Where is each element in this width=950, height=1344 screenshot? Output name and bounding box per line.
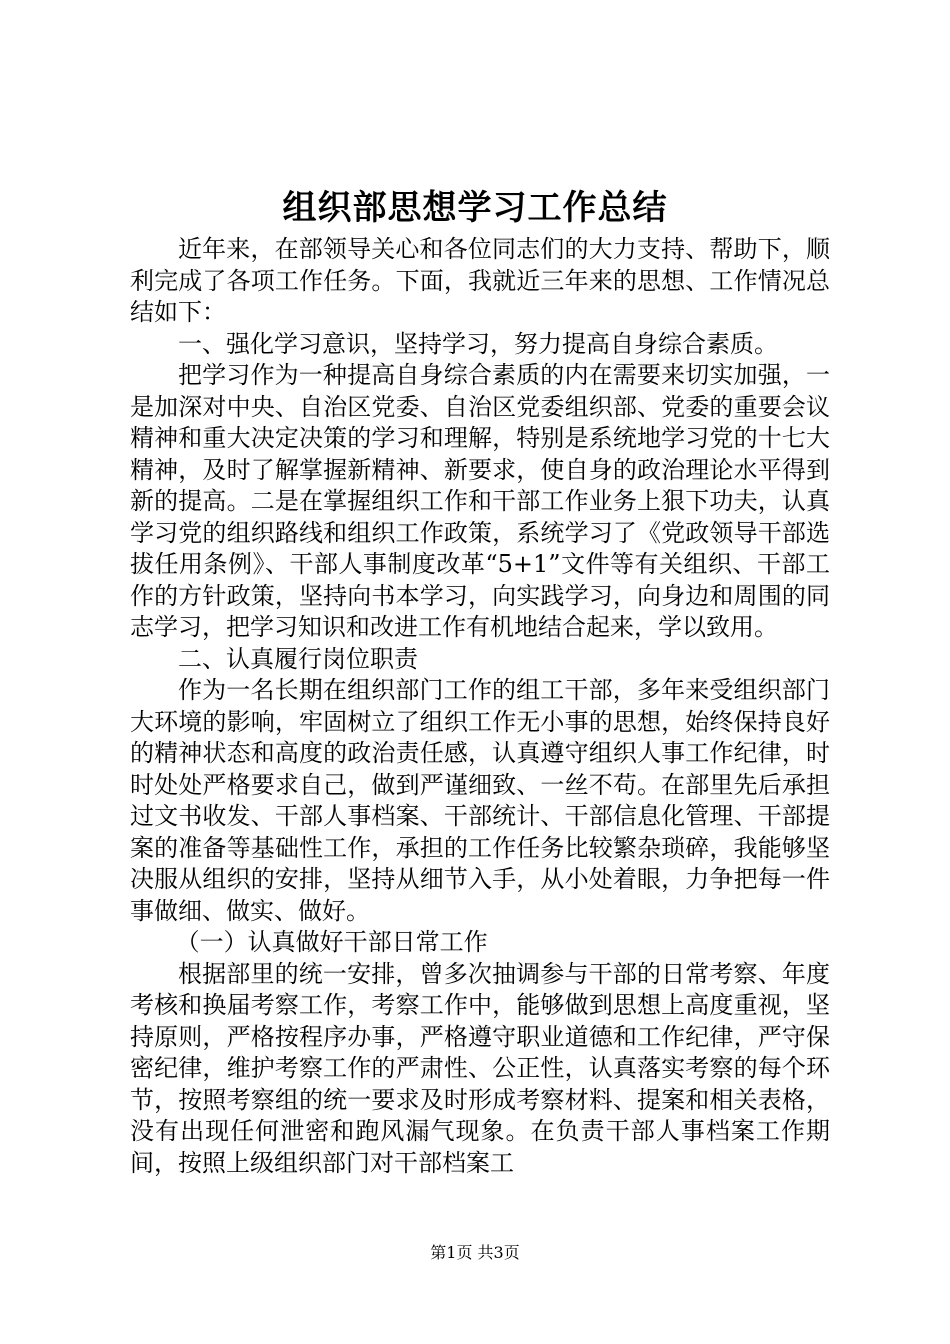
paragraph-study: 把学习作为一种提高自身综合素质的内在需要来切实加强，一是加深对中央、自治区党委、自治区党委组织部、党委的重要会议精神和重大决定决策的学习和理解，特别是系统地学习党的十七大精神，及时了解掌握新精神、新要求，使自身的政治理论水平得到新的提高。二是在掌握组织工作和干部工作业务上狠下功夫，认真学习党的组织路线和组织工作政策，系统学习了《党政领导干部选拔任用条例》、干部人事制度改革“5+1”文件等有关组织、干部工作的方针政策，坚持向书本学习，向实践学习，向身边和周围的同志学习，把学习知识和改进工作有机地结合起来，学以致用。 [130, 361, 830, 641]
paragraph-intro: 近年来，在部领导关心和各位同志们的大力支持、帮助下，顺利完成了各项工作任务。下面，我就近三年来的思想、工作情况总结如下： [130, 235, 830, 326]
document-title: 组织部思想学习工作总结 [282, 188, 668, 228]
paragraph-daily-work: 根据部里的统一安排，曾多次抽调参与干部的日常考察、年度考核和换届考察工作，考察工作中，能够做到思想上高度重视，坚持原则，严格按程序办事，严格遵守职业道德和工作纪律，严守保密纪律，维护考察工作的严肃性、公正性，认真落实考察的每个环节，按照考察组的统一要求及时形成考察材料、提案和相关表格，没有出现任何泄密和跑风漏气现象。在负责干部人事档案工作期间，按照上级组织部门对干部档案工 [130, 959, 830, 1177]
heading-section-2: 二、认真履行岗位职责 [178, 644, 418, 673]
heading-section-1: 一、强化学习意识，坚持学习，努力提高自身综合素质。 [178, 329, 778, 358]
document-body [130, 234, 830, 1179]
paragraph-duties: 作为一名长期在组织部门工作的组工干部，多年来受组织部门大环境的影响，牢固树立了组织工作无小事的思想，始终保持良好的精神状态和高度的政治责任感，认真遵守组织人事工作纪律，时时处处严格要求自己，做到严谨细致、一丝不苟。在部里先后承担过文书收发、干部人事档案、干部统计、干部信息化管理、干部提案的准备等基础性工作，承担的工作任务比较繁杂琐碎，我能够坚决服从组织的安排，坚持从细节入手，从小处着眼，力争把每一件事做细、做实、做好。 [130, 676, 830, 925]
page-footer: 第1页 共3页 [430, 1243, 520, 1262]
heading-subsection-1: （一）认真做好干部日常工作 [175, 928, 488, 956]
